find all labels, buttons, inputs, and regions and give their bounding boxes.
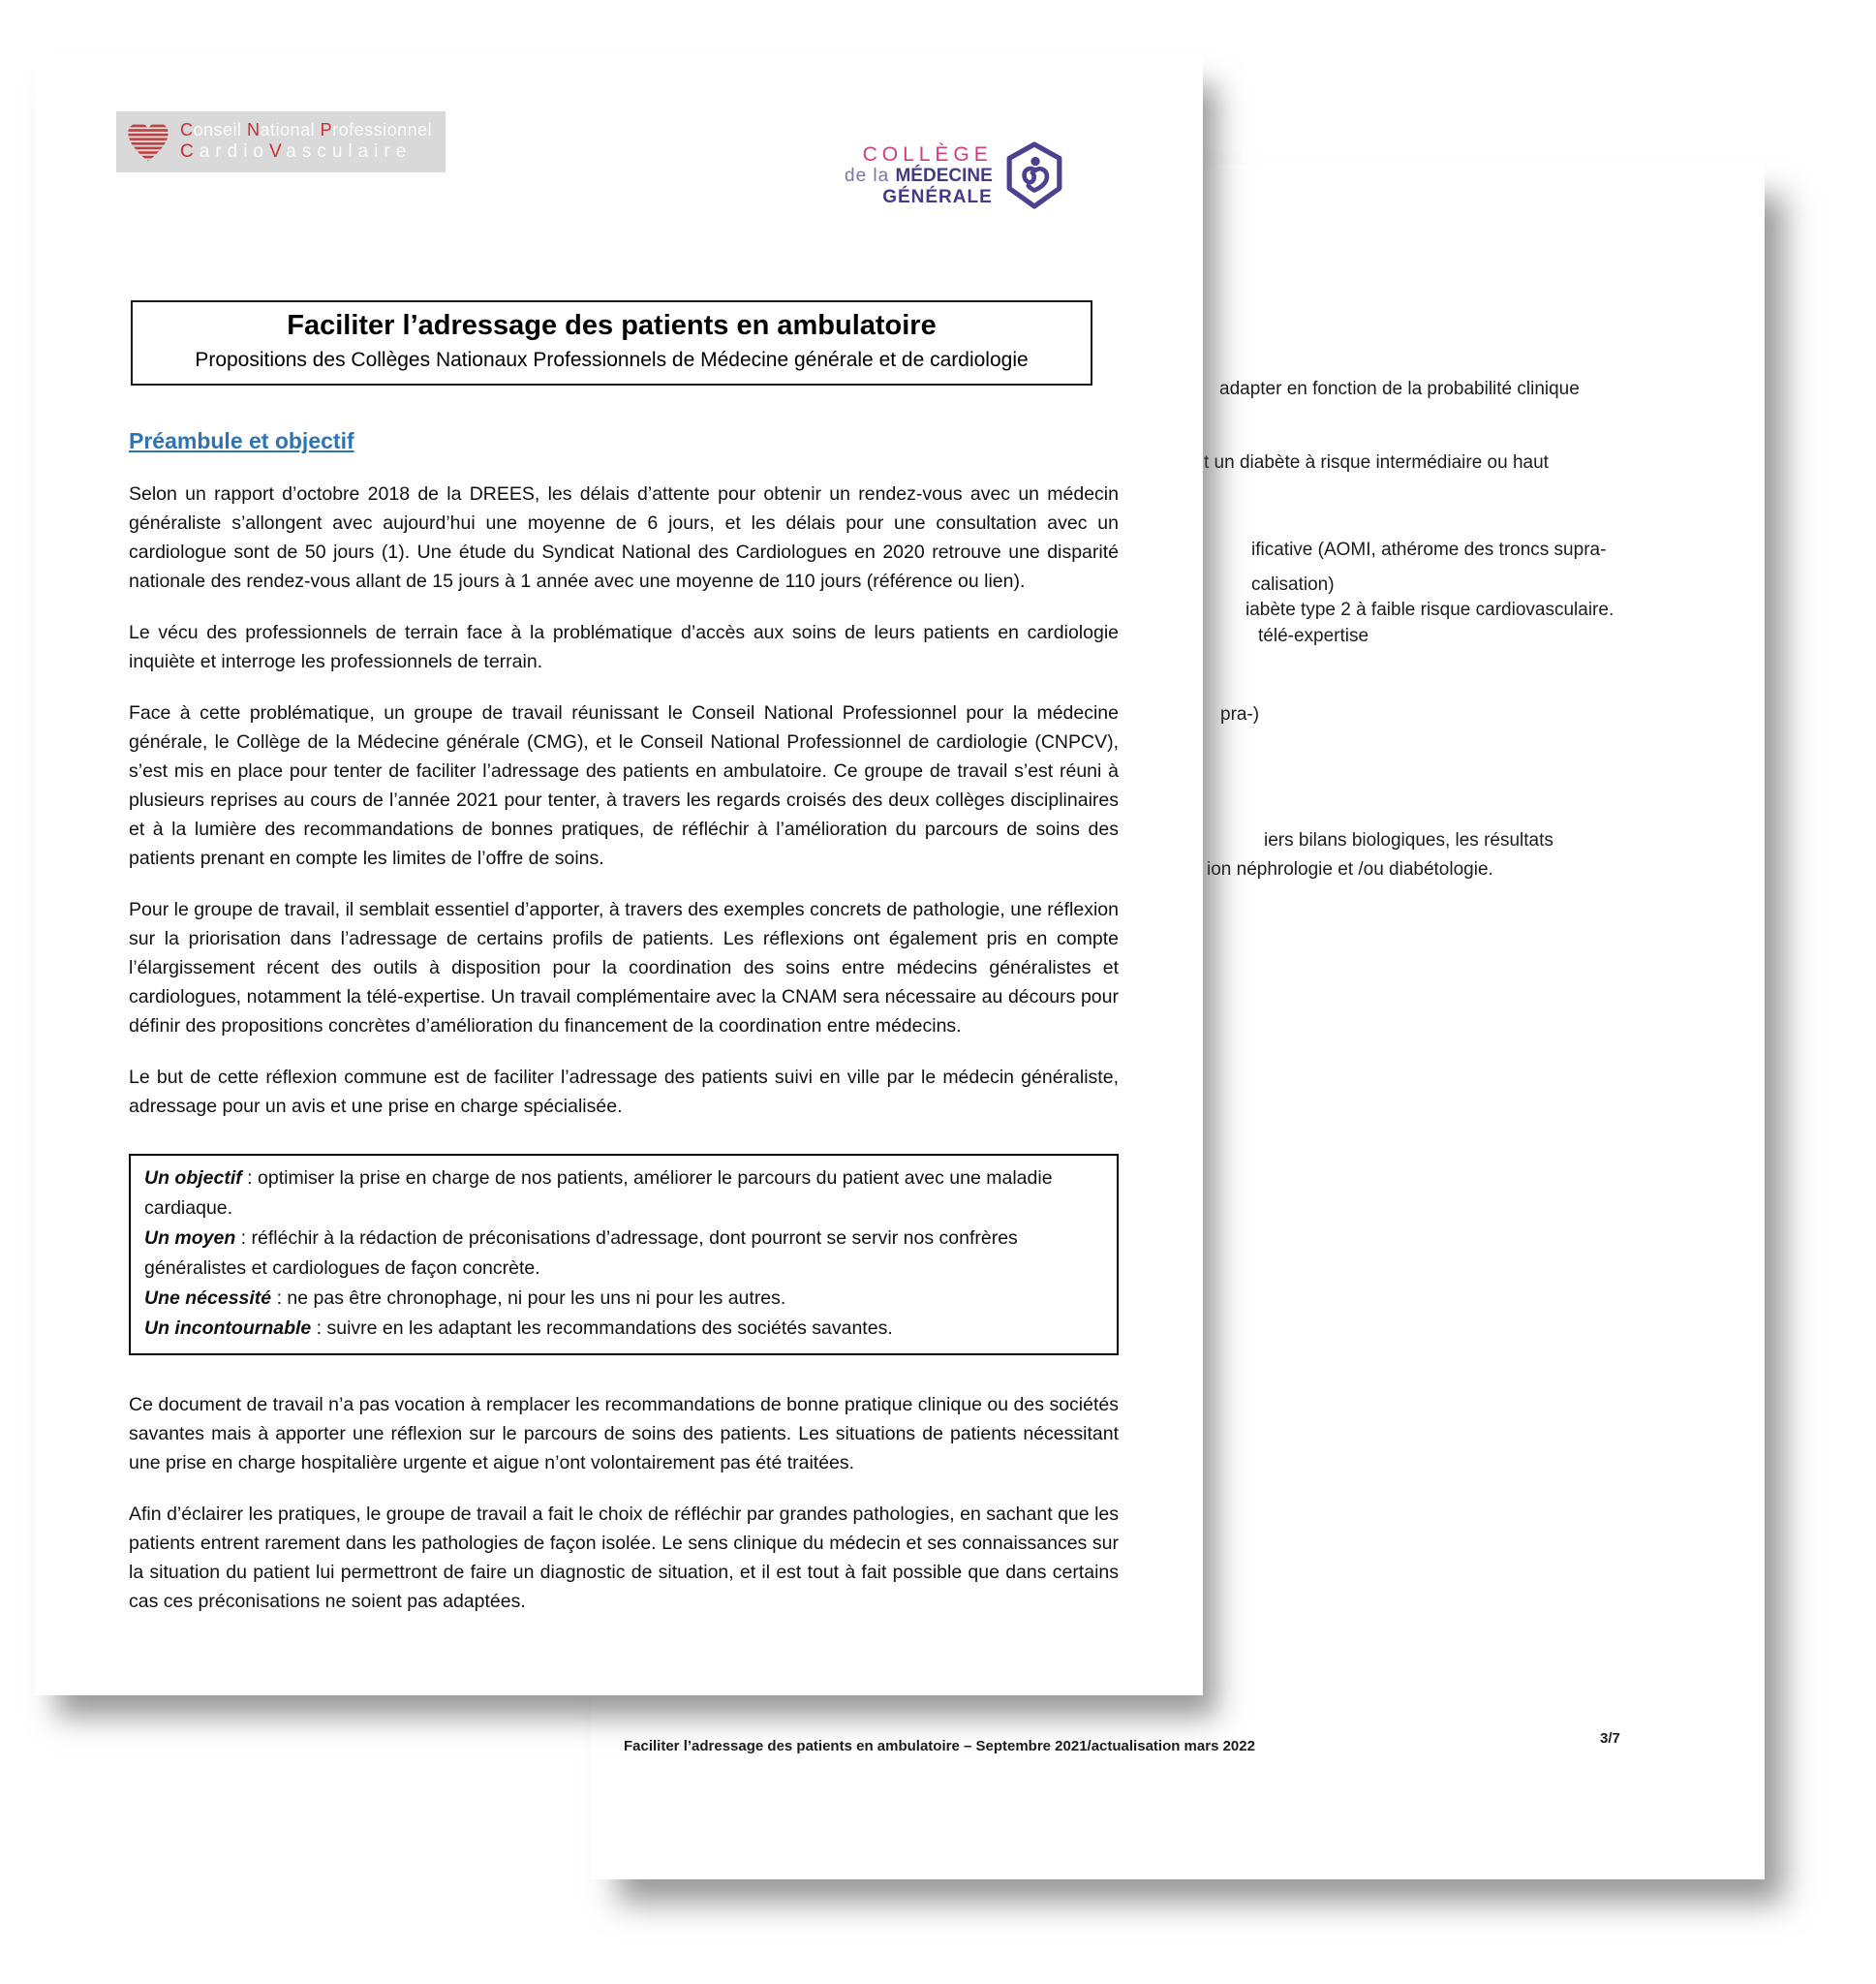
logo-college-medecine-generale: [845, 140, 1064, 210]
page-front: [35, 56, 1203, 1695]
back-text-fragment: télé-expertise: [1258, 626, 1369, 646]
cmg-line2: de la MÉDECINE: [845, 166, 993, 187]
back-text-fragment: ificative (AOMI, athérome des troncs supra-: [1251, 540, 1607, 560]
back-text-fragment: calisation): [1251, 574, 1335, 595]
logo-cnp-cardiovasculaire: [116, 111, 446, 172]
objective-item: Un incontournable : suivre en les adaptant les recommandations des sociétés savantes.: [144, 1318, 893, 1339]
paragraph: Face à cette problématique, un groupe de travail réunissant le Conseil National Professionnel pour la médecine générale, le Collège de la Médecine générale (CMG), et le Conseil National Professionnel de cardiologie (CNPCV), s’est mis en place pour tenter de faciliter l’adressage des patients en ambulatoire. Ce groupe de travail s’est réuni à plusieurs reprises au cours de l’année 2021 pour tenter, à travers les regards croisés des deux collèges disciplinaires et à la lumière des recommandations de bonnes pratiques, de réfléchir à l’amélioration du parcours de soins des patients prenant en compte les limites de l’offre de soins.: [129, 702, 1119, 869]
objective-item: Un objectif : optimiser la prise en charge de nos patients, améliorer le parcours du patient avec une maladie cardiaque.: [144, 1167, 1053, 1219]
cnp-line1: Conseil National Professionnel: [180, 120, 433, 140]
paragraph: Afin d’éclairer les pratiques, le groupe de travail a fait le choix de réfléchir par grandes pathologies, en sachant que les patients entrent rarement dans les pathologies de façon isolée. Le sens clinique du médecin et ses connaissances sur la situation du patient lui permettront de faire un diagnostic de situation, et il est tout à fait possible que dans certains cas ces préconisations ne soient pas adaptées.: [129, 1504, 1119, 1612]
objectives-box: [129, 1154, 1119, 1355]
back-text-fragment: iabète type 2 à faible risque cardiovasculaire.: [1246, 600, 1615, 620]
cnp-line2: CardioVasculaire: [180, 140, 413, 162]
back-text-fragment: pra-): [1220, 704, 1260, 725]
cmg-line1: COLLÈGE: [862, 142, 993, 166]
cnp-logo-text: [180, 121, 432, 163]
document-body: [129, 428, 1119, 1638]
title-box: [131, 300, 1092, 386]
back-text-fragment: ion néphrologie et /ou diabétologie.: [1207, 859, 1493, 880]
back-page-number: 3/7: [1600, 1730, 1620, 1747]
paragraph: Le vécu des professionnels de terrain face à la problématique d’accès aux soins de leurs patients en cardiologie inquiète et interroge les professionnels de terrain.: [129, 622, 1119, 672]
paragraph: Le but de cette réflexion commune est de faciliter l’adressage des patients suivi en ville par le médecin généraliste, adressage pour un avis et une prise en charge spécialisée.: [129, 1067, 1119, 1117]
document-title: Faciliter l’adressage des patients en ambulatoire: [287, 310, 937, 341]
paragraph: Ce document de travail n’a pas vocation à remplacer les recommandations de bonne pratique clinique ou des sociétés savantes mais à apporter une réflexion sur le parcours de soins des patients. Les situations de patients nécessitant une prise en charge hospitalière urgente et aigue n’ont volontairement pas été traitées.: [129, 1394, 1119, 1473]
document-subtitle: Propositions des Collèges Nationaux Professionnels de Médecine générale et de cardiologie: [195, 349, 1029, 371]
paragraph: Selon un rapport d’octobre 2018 de la DREES, les délais d’attente pour obtenir un rendez-vous avec un médecin généraliste s’allongent avec aujourd’hui une moyenne de 6 jours, et les délais pour une consultation avec un cardiologue sont de 50 jours (1). Une étude du Syndicat National des Cardiologues en 2020 retrouve une disparité nationale des rendez-vous allant de 15 jours à 1 année avec une moyenne de 110 jours (référence ou lien).: [129, 483, 1119, 592]
paragraph: Pour le groupe de travail, il semblait essentiel d’apporter, à travers des exemples concrets de pathologie, une réflexion sur la priorisation dans l’adressage de certains profils de patients. Les réflexions ont également pris en compte l’élargissement récent des outils à disposition pour la coordination des soins entre médecins généralistes et cardiologues, notamment la télé-expertise. Un travail complémentaire avec la CNAM sera nécessaire au décours pour définir des propositions concrètes d’amélioration du financement de la coordination entre médecins.: [129, 899, 1119, 1037]
objective-item: Une nécessité : ne pas être chronophage, ni pour les uns ni pour les autres.: [144, 1287, 786, 1309]
cmg-logo-text: [845, 143, 993, 207]
objective-item: Un moyen : réfléchir à la rédaction de préconisations d’adressage, dont pourront se servir nos confrères généralistes et cardiologues de façon concrète.: [144, 1227, 1018, 1279]
back-text-fragment: iers bilans biologiques, les résultats: [1264, 830, 1553, 851]
cmg-hexagon-person-icon: [1004, 140, 1064, 210]
back-text-fragment: t un diabète à risque intermédiaire ou haut: [1204, 452, 1549, 473]
back-page-footer: Faciliter l’adressage des patients en ambulatoire – Septembre 2021/actualisation mars 2022: [624, 1738, 1255, 1754]
back-text-fragment: adapter en fonction de la probabilité clinique: [1219, 379, 1580, 399]
striped-heart-icon: [126, 120, 170, 165]
cmg-line3: GÉNÉRALE: [882, 186, 993, 207]
section-heading-preambule: Préambule et objectif: [129, 428, 354, 453]
